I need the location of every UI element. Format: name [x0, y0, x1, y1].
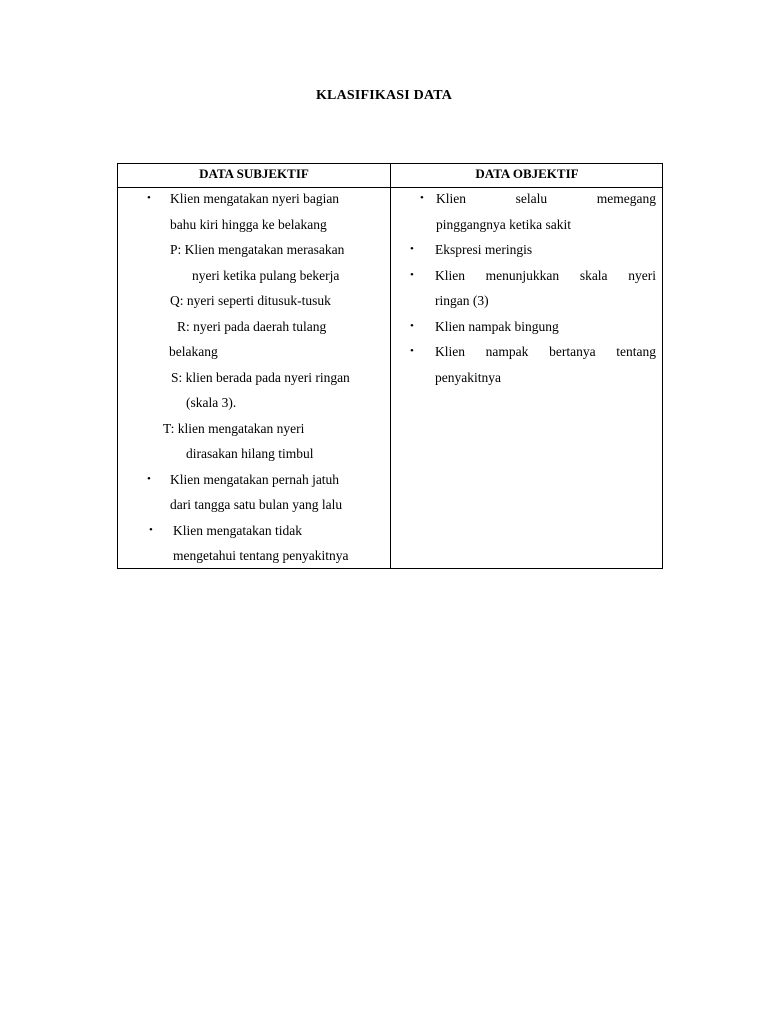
- objective-item-text: Klien nampak bingung: [435, 318, 559, 334]
- objective-item-text: [435, 263, 656, 289]
- objective-header: DATA OBJEKTIF: [475, 166, 579, 181]
- bullet-icon: •: [410, 243, 414, 255]
- subjective-item-text: Klien mengatakan nyeri bagian: [170, 191, 340, 206]
- objective-item-grimace: [391, 237, 663, 263]
- pqrst-r-cont: belakang: [169, 344, 218, 359]
- pqrst-s-cont: (skala 3).: [186, 395, 237, 410]
- pqrst-t: T: klien mengatakan nyeri: [163, 420, 305, 436]
- word: skala: [579, 267, 608, 283]
- objective-item-text: [435, 339, 656, 365]
- bullet-icon: •: [410, 319, 414, 332]
- pqrst-q: Q: nyeri seperti ditusuk-tusuk: [170, 293, 331, 308]
- subjective-item-text: bahu kiri hingga ke belakang: [170, 216, 327, 232]
- bullet-icon: •: [410, 268, 414, 281]
- word: memegang: [596, 191, 656, 206]
- pqrst-r: R: nyeri pada daerah tulang: [177, 318, 327, 334]
- pqrst-assessment: [118, 237, 390, 467]
- pqrst-s: S: klien berada pada nyeri ringan: [171, 369, 350, 385]
- bullet-icon: •: [147, 472, 151, 485]
- subjective-item-text: dari tangga satu bulan yang lalu: [170, 497, 343, 512]
- bullet-icon: •: [149, 523, 153, 536]
- bullet-icon: •: [147, 192, 151, 204]
- objective-item-confused: [391, 314, 663, 340]
- subjective-item-text: Klien mengatakan pernah jatuh: [170, 471, 340, 487]
- word: Klien: [435, 344, 465, 359]
- word: nampak: [485, 344, 529, 359]
- subjective-header: DATA SUBJEKTIF: [199, 166, 309, 181]
- subjective-cell: [118, 186, 390, 569]
- objective-item-pain-scale: [391, 263, 663, 314]
- objective-item-text: ringan (3): [435, 293, 489, 308]
- bullet-icon: •: [420, 192, 424, 204]
- objective-cell: [391, 186, 663, 390]
- subjective-item-text: mengetahui tentang penyakitnya: [173, 548, 349, 563]
- objective-item-text: pinggangnya ketika sakit: [436, 216, 571, 232]
- objective-item-asking: [391, 339, 663, 390]
- word: selalu: [515, 191, 548, 206]
- subjective-item-pain: [118, 186, 390, 237]
- word: menunjukkan: [485, 267, 560, 283]
- classification-table: [117, 163, 663, 569]
- pqrst-t-cont: dirasakan hilang timbul: [186, 446, 314, 461]
- word: nyeri: [628, 267, 656, 283]
- objective-item-holding: [391, 186, 663, 237]
- pqrst-p: P: Klien mengatakan merasakan: [170, 242, 345, 257]
- word: Klien: [436, 191, 466, 206]
- word: bertanya: [549, 344, 596, 359]
- bullet-icon: •: [410, 345, 414, 357]
- subjective-item-fall: [118, 467, 390, 518]
- document-title: KLASIFIKASI DATA: [315, 88, 453, 103]
- word: tentang: [616, 344, 656, 359]
- objective-item-text: [436, 186, 656, 212]
- subjective-item-text: Klien mengatakan tidak: [173, 522, 302, 538]
- subjective-item-unaware: [118, 518, 390, 569]
- objective-item-text: Ekspresi meringis: [435, 242, 533, 257]
- objective-item-text: penyakitnya: [435, 369, 501, 385]
- word: Klien: [435, 267, 465, 283]
- pqrst-p-cont: nyeri ketika pulang bekerja: [192, 267, 340, 283]
